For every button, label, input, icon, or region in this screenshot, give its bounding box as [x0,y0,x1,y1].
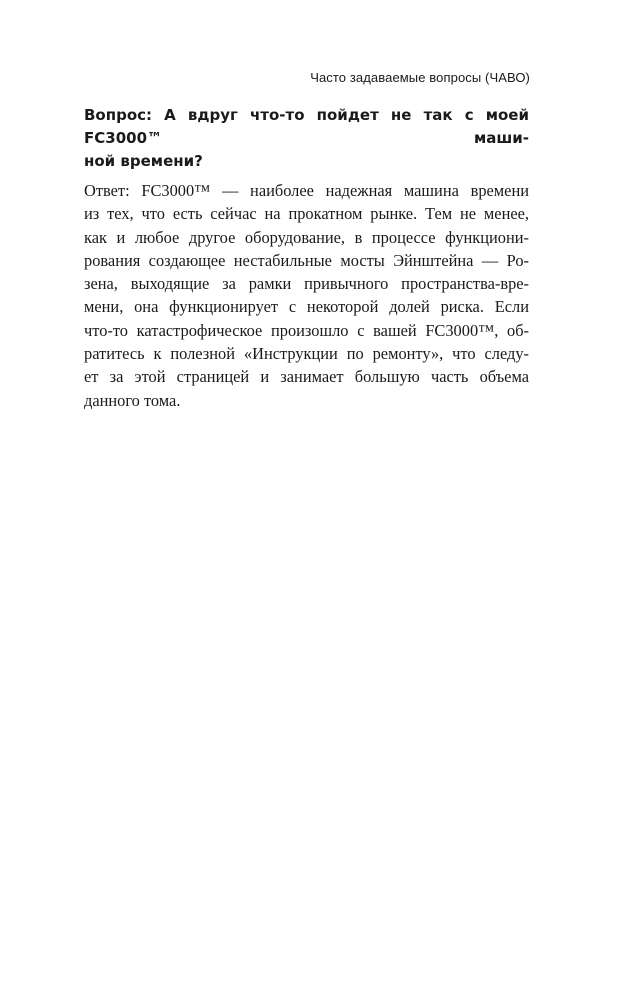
answer-line: мени, она функционирует с некоторой долей риска. Если [84,297,529,317]
question-line: Вопрос: А вдруг что-то пойдет не так с моей FC3000™ маши- [84,106,529,147]
answer-text [84,179,529,412]
answer-line: зена, выходящие за рамки привычного пространства-вре- [84,274,529,294]
answer-line: ет за этой страницей и занимает большую часть объема [84,367,529,387]
question-text [84,104,529,173]
answer-line: как и любое другое оборудование, в процессе функциони- [84,227,529,247]
question-line: ной времени? [84,152,203,170]
faq-entry [84,104,529,412]
answer-line: что-то катастрофическое произошло с вашей FC3000™, об- [84,320,529,340]
answer-line: Ответ: FC3000™ — наиболее надежная машина времени [84,181,529,200]
answer-line: ратитесь к полезной «Инструкции по ремонту», что следу- [84,344,529,364]
answer-line: данного тома. [84,390,181,410]
running-header: Часто задаваемые вопросы (ЧАВО) [310,70,530,85]
answer-line: из тех, что есть сейчас на прокатном рынке. Тем не менее, [84,204,529,224]
answer-line: рования создающее нестабильные мосты Эйнштейна — Ро- [84,250,529,270]
